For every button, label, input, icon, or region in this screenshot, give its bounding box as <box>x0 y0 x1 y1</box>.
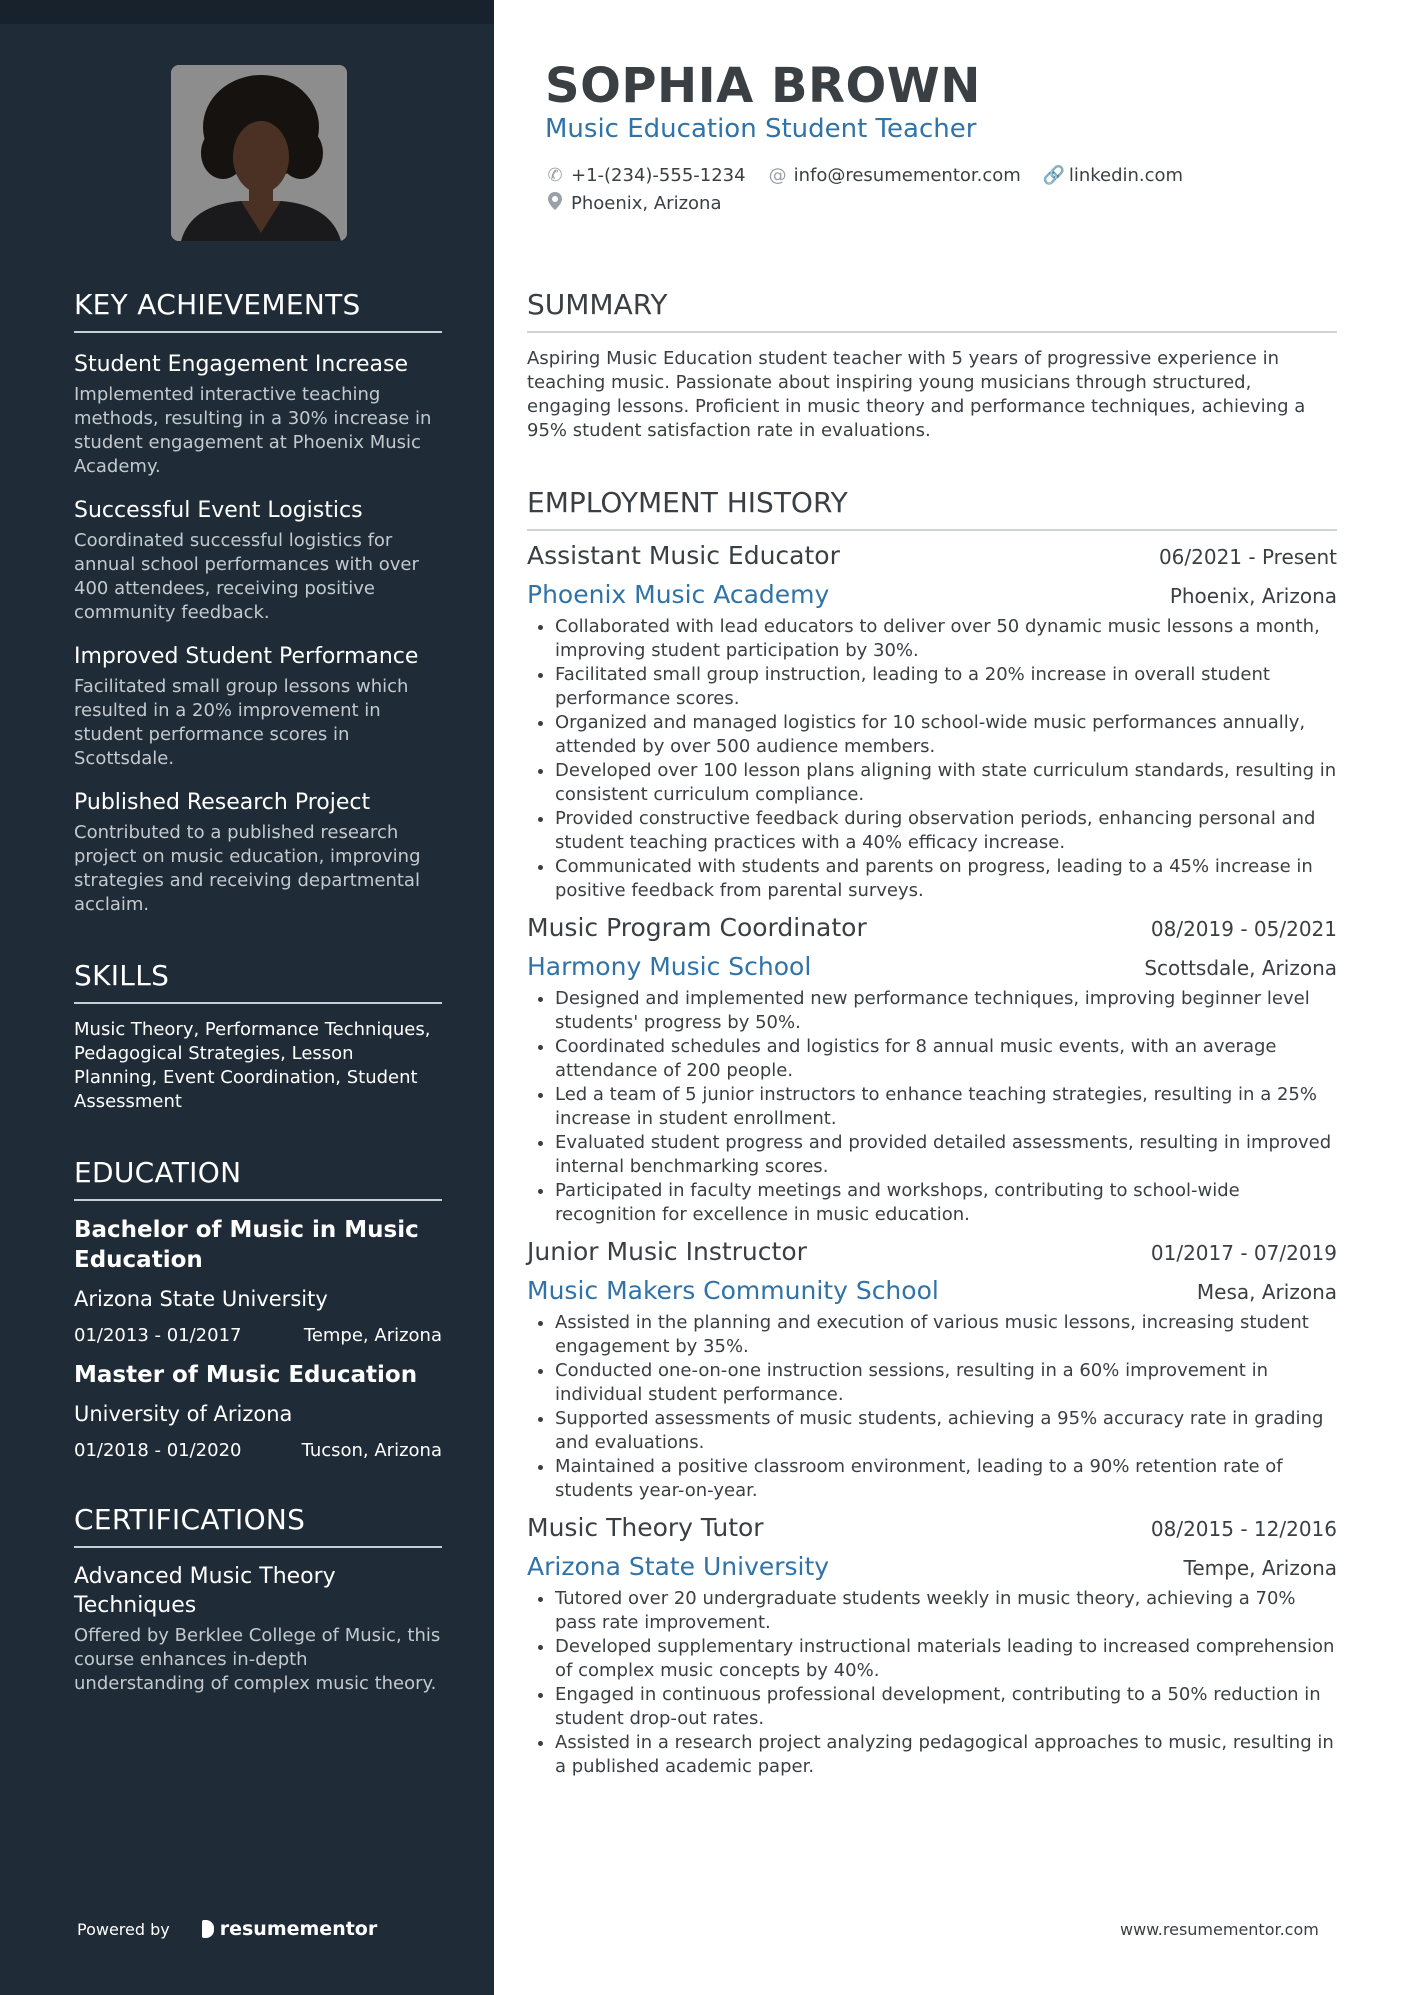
contact-phone[interactable] <box>545 165 746 186</box>
education-location: Tucson, Arizona <box>301 1440 442 1461</box>
certification-description: Offered by Berklee College of Music, this course enhances in-depth understanding of complex music theory. <box>74 1625 441 1694</box>
employment-heading: EMPLOYMENT HISTORY <box>527 486 1337 531</box>
sidebar-top-bar <box>0 0 494 24</box>
job-bullet: • Developed supplementary instructional materials leading to increased comprehension of complex music concepts by 40%. <box>555 1635 1337 1683</box>
candidate-name: SOPHIA BROWN <box>545 58 981 114</box>
job-bullet: • Conducted one-on-one instruction sessions, resulting in a 60% improvement in individual student performance. <box>555 1359 1337 1407</box>
job-bullet: • Communicated with students and parents on progress, leading to a 45% increase in positive feedback from parental surveys. <box>555 855 1337 903</box>
job-title: Assistant Music Educator <box>527 541 840 570</box>
job-location: Phoenix, Arizona <box>1169 584 1337 608</box>
phone-icon: ✆ <box>547 164 563 186</box>
job-title: Music Theory Tutor <box>527 1513 764 1542</box>
job-entry <box>527 1513 1337 1779</box>
job-bullets <box>527 1311 1337 1503</box>
education-dates: 01/2013 - 01/2017 <box>74 1325 242 1346</box>
brand-logo[interactable] <box>202 1918 378 1940</box>
education-location: Tempe, Arizona <box>303 1325 442 1346</box>
job-bullet: • Maintained a positive classroom environment, leading to a 90% retention rate of students year-on-year. <box>555 1455 1337 1503</box>
profile-photo-illustration <box>171 65 347 241</box>
location-pin-glyph <box>548 192 562 210</box>
education-degree: Bachelor of Music in Music Education <box>74 1217 419 1273</box>
contact-row <box>545 192 1205 214</box>
skills-heading: SKILLS <box>74 959 442 1004</box>
achievement-item <box>74 643 442 771</box>
location-text: Phoenix, Arizona <box>571 192 722 214</box>
achievement-item <box>74 789 442 917</box>
job-bullet: • Developed over 100 lesson plans aligning with state curriculum standards, resulting in consistent curriculum compliance. <box>555 759 1337 807</box>
education-section <box>74 1156 442 1461</box>
job-header <box>527 1237 1337 1266</box>
education-item <box>74 1360 442 1461</box>
brand-name: resumementor <box>219 1918 378 1940</box>
key-achievements-section <box>74 288 442 917</box>
job-dates: 01/2017 - 07/2019 <box>1150 1241 1337 1265</box>
job-subheader <box>527 1552 1337 1581</box>
achievement-item <box>74 497 442 625</box>
job-dates: 08/2019 - 05/2021 <box>1150 917 1337 941</box>
achievement-description: Contributed to a published research project on music education, improving strategies and receiving departmental acclaim. <box>74 822 421 915</box>
summary-heading: SUMMARY <box>527 288 1337 333</box>
certification-title: Advanced Music Theory Techniques <box>74 1564 336 1618</box>
summary-section <box>527 288 1337 443</box>
job-bullet: • Collaborated with lead educators to deliver over 50 dynamic music lessons a month, improving student participation by 30%. <box>555 615 1337 663</box>
job-bullet: • Engaged in continuous professional development, contributing to a 50% reduction in student drop-out rates. <box>555 1683 1337 1731</box>
contact-email[interactable] <box>768 165 1021 186</box>
skills-section <box>74 959 442 1114</box>
sidebar <box>0 0 494 1995</box>
job-location: Tempe, Arizona <box>1183 1556 1337 1580</box>
education-item <box>74 1215 442 1346</box>
phone-text: +1-(234)-555-1234 <box>571 164 746 186</box>
footer-url[interactable]: www.resumementor.com <box>1120 1920 1319 1939</box>
job-entry <box>527 541 1337 903</box>
job-entry <box>527 1237 1337 1503</box>
job-bullet: • Supported assessments of music students, achieving a 95% accuracy rate in grading and evaluations. <box>555 1407 1337 1455</box>
job-bullets <box>527 987 1337 1227</box>
education-school: University of Arizona <box>74 1402 293 1426</box>
job-subheader <box>527 1276 1337 1305</box>
job-bullet: • Coordinated schedules and logistics for 8 annual music events, with an average attendance of 200 people. <box>555 1035 1337 1083</box>
contact-row <box>545 164 1205 186</box>
job-title: Junior Music Instructor <box>527 1237 807 1266</box>
certification-item <box>74 1562 442 1696</box>
education-meta <box>74 1440 442 1461</box>
achievement-title: Successful Event Logistics <box>74 498 363 523</box>
candidate-role: Music Education Student Teacher <box>545 114 977 144</box>
achievement-description: Facilitated small group lessons which resulted in a 20% improvement in student performance scores in Scottsdale. <box>74 676 409 769</box>
linkedin-text: linkedin.com <box>1068 164 1184 186</box>
job-bullet: • Led a team of 5 junior instructors to enhance teaching strategies, resulting in a 25% increase in student enrollment. <box>555 1083 1337 1131</box>
achievement-description: Coordinated successful logistics for annual school performances with over 400 attendees, receiving positive community feedback. <box>74 530 419 623</box>
education-meta <box>74 1325 442 1346</box>
job-subheader <box>527 580 1337 609</box>
location-pin-icon <box>545 192 565 215</box>
job-location: Scottsdale, Arizona <box>1144 956 1337 980</box>
achievement-title: Published Research Project <box>74 790 371 815</box>
job-company: Harmony Music School <box>527 952 812 981</box>
job-bullet: • Tutored over 20 undergraduate students weekly in music theory, achieving a 70% pass rate improvement. <box>555 1587 1337 1635</box>
email-text: info@resumementor.com <box>793 164 1021 186</box>
job-header <box>527 541 1337 570</box>
summary-text: Aspiring Music Education student teacher with 5 years of progressive experience in teaching music. Passionate about inspiring young musicians through structured, engaging lessons. Proficient in music theory and performance techniques, achieving a 95% student satisfaction rate in evaluations. <box>527 348 1306 441</box>
contact-info <box>545 164 1205 220</box>
job-bullets <box>527 1587 1337 1779</box>
link-icon: 🔗 <box>1042 164 1066 186</box>
employment-section <box>527 486 1337 1779</box>
job-bullet: • Participated in faculty meetings and workshops, contributing to school-wide recognition for excellence in music education. <box>555 1179 1337 1227</box>
brand-mark-icon <box>202 1920 214 1938</box>
sidebar-content <box>74 288 442 1738</box>
achievement-title: Student Engagement Increase <box>74 352 409 377</box>
education-dates: 01/2018 - 01/2020 <box>74 1440 242 1461</box>
job-company: Music Makers Community School <box>527 1276 939 1305</box>
education-heading: EDUCATION <box>74 1156 442 1201</box>
job-bullet: • Facilitated small group instruction, leading to a 20% increase in overall student performance scores. <box>555 663 1337 711</box>
contact-linkedin[interactable] <box>1043 165 1183 186</box>
job-company: Arizona State University <box>527 1552 830 1581</box>
education-school: Arizona State University <box>74 1287 328 1311</box>
job-bullets <box>527 615 1337 903</box>
job-subheader <box>527 952 1337 981</box>
job-dates: 08/2015 - 12/2016 <box>1150 1517 1337 1541</box>
education-degree: Master of Music Education <box>74 1362 418 1388</box>
job-title: Music Program Coordinator <box>527 913 867 942</box>
profile-photo <box>171 65 347 241</box>
job-bullet: • Designed and implemented new performance techniques, improving beginner level students' progress by 50%. <box>555 987 1337 1035</box>
achievement-title: Improved Student Performance <box>74 644 419 669</box>
job-entry <box>527 913 1337 1227</box>
achievement-description: Implemented interactive teaching methods, resulting in a 30% increase in student engagement at Phoenix Music Academy. <box>74 384 432 477</box>
powered-by-label: Powered by <box>77 1919 170 1939</box>
job-bullet: • Assisted in the planning and execution of various music lessons, increasing student engagement by 35%. <box>555 1311 1337 1359</box>
job-dates: 06/2021 - Present <box>1158 545 1337 569</box>
achievement-item <box>74 351 442 479</box>
job-bullet: • Provided constructive feedback during observation periods, enhancing personal and student teaching practices with a 40% efficacy increase. <box>555 807 1337 855</box>
job-bullet: • Evaluated student progress and provided detailed assessments, resulting in improved internal benchmarking scores. <box>555 1131 1337 1179</box>
certifications-heading: CERTIFICATIONS <box>74 1503 442 1548</box>
job-header <box>527 1513 1337 1542</box>
skills-list: Music Theory, Performance Techniques, Pedagogical Strategies, Lesson Planning, Event Coordination, Student Assessment <box>74 1019 431 1112</box>
certifications-section <box>74 1503 442 1696</box>
powered-by <box>77 1918 377 1940</box>
key-achievements-heading: KEY ACHIEVEMENTS <box>74 288 442 333</box>
job-location: Mesa, Arizona <box>1196 1280 1337 1304</box>
job-company: Phoenix Music Academy <box>527 580 830 609</box>
job-bullet: • Assisted in a research project analyzing pedagogical approaches to music, resulting in a published academic paper. <box>555 1731 1337 1779</box>
at-sign-icon: @ <box>768 164 787 186</box>
job-bullet: • Organized and managed logistics for 10 school-wide music performances annually, attended by over 500 audience members. <box>555 711 1337 759</box>
job-header <box>527 913 1337 942</box>
contact-location <box>545 192 721 215</box>
